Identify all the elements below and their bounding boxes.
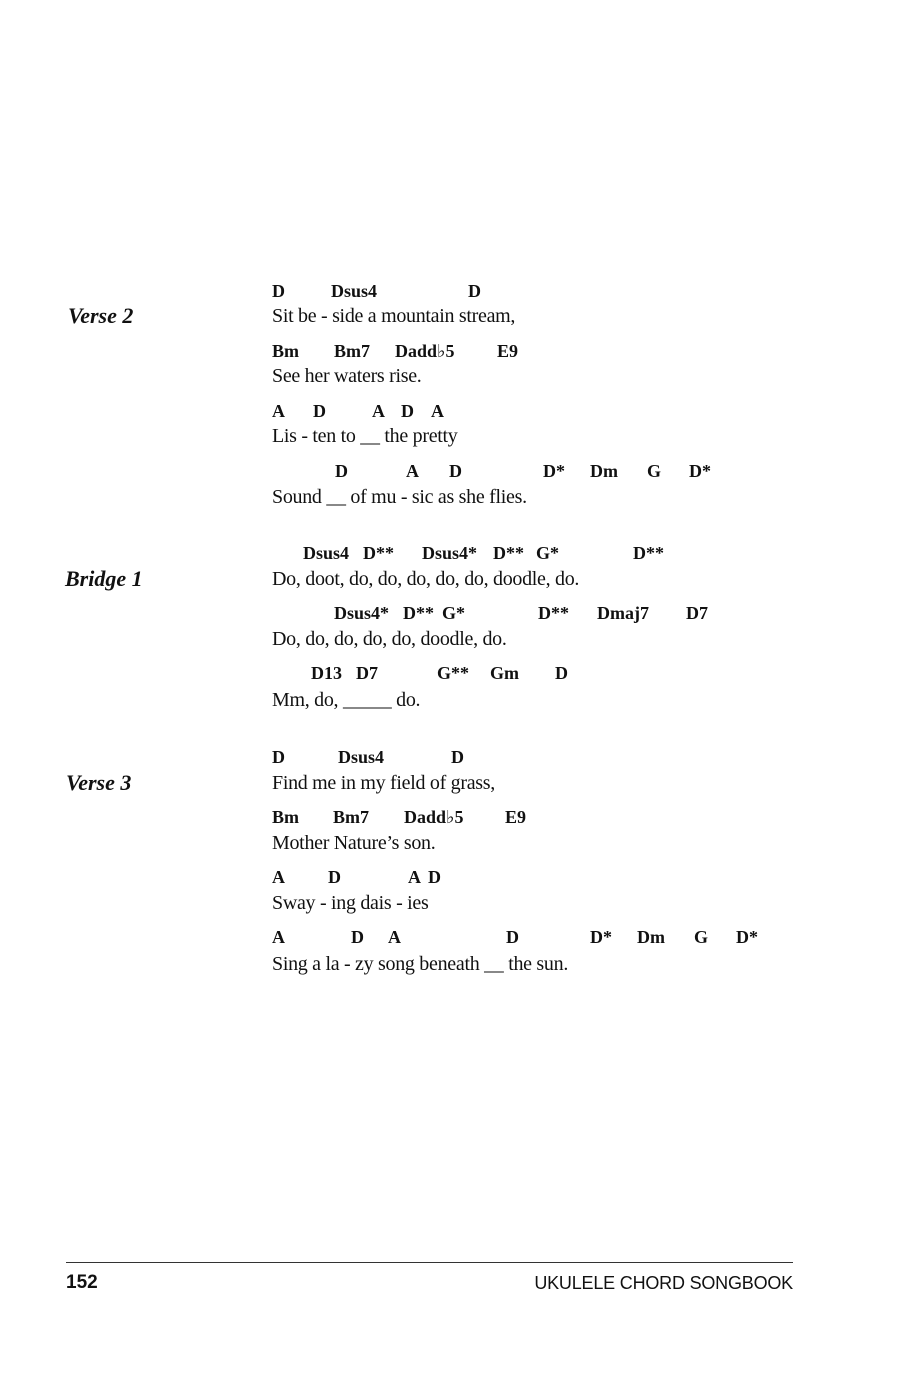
section-label: Verse 3 xyxy=(66,770,132,795)
chord: D** xyxy=(493,543,524,563)
book-title: UKULELE CHORD SONGBOOK xyxy=(534,1273,793,1293)
chord: D xyxy=(506,927,519,947)
chord: D xyxy=(401,401,414,421)
chord: D7 xyxy=(686,603,708,623)
section-label: Bridge 1 xyxy=(65,566,143,591)
chord: D xyxy=(335,461,348,481)
chord: D xyxy=(451,747,464,767)
chord: D13 xyxy=(311,663,342,683)
chord: G xyxy=(647,461,662,481)
chord: E9 xyxy=(505,807,527,827)
chord: Bm xyxy=(272,807,299,827)
chord: D* xyxy=(590,927,612,947)
chord: D* xyxy=(736,927,758,947)
chord: D* xyxy=(689,461,711,481)
chord: D xyxy=(428,867,441,887)
chord: D xyxy=(351,927,364,947)
chord: Dadd♭5 xyxy=(404,807,464,827)
chord: D xyxy=(328,867,341,887)
chord: Dm xyxy=(637,927,665,947)
lyric-line: Mother Nature’s son. xyxy=(272,832,436,854)
chord: Dmaj7 xyxy=(597,603,649,623)
page-number: 152 xyxy=(66,1272,98,1293)
lyric-line: Sit be - side a mountain stream, xyxy=(272,305,516,327)
chord: A xyxy=(372,401,385,421)
chord: D** xyxy=(633,543,664,563)
chord: Dsus4 xyxy=(303,543,350,563)
lyric-line: Sway - ing dais - ies xyxy=(272,892,429,914)
chord: Dsus4 xyxy=(331,281,378,301)
chord: Dadd♭5 xyxy=(395,341,455,361)
chord: A xyxy=(272,867,285,887)
chord: A xyxy=(272,401,285,421)
section-label: Verse 2 xyxy=(68,303,134,328)
chord: G** xyxy=(437,663,470,683)
lyric-line: Lis - ten to __ the pretty xyxy=(272,425,458,447)
chord: A xyxy=(431,401,444,421)
chord: D xyxy=(272,747,285,767)
lyric-line: Do, do, do, do, do, doodle, do. xyxy=(272,628,507,650)
chord: G xyxy=(694,927,709,947)
chord: D xyxy=(468,281,481,301)
chord: D xyxy=(449,461,462,481)
chord: G* xyxy=(536,543,560,563)
chord: Dsus4 xyxy=(338,747,385,767)
chord: D* xyxy=(543,461,565,481)
chord: D xyxy=(272,281,285,301)
footer-rule xyxy=(66,1262,793,1263)
chord: Dsus4* xyxy=(422,543,478,563)
chord: G* xyxy=(442,603,466,623)
chord: A xyxy=(272,927,285,947)
chord: A xyxy=(406,461,419,481)
chord: Bm7 xyxy=(333,807,369,827)
lyric-line: Sing a la - zy song beneath __ the sun. xyxy=(272,953,569,975)
lyric-line: Find me in my field of grass, xyxy=(272,772,495,794)
chord: Bm xyxy=(272,341,299,361)
chord: D xyxy=(555,663,568,683)
chord: D** xyxy=(403,603,434,623)
lyric-line: Do, doot, do, do, do, do, do, doodle, do. xyxy=(272,568,580,590)
chord: D** xyxy=(538,603,569,623)
chord: Bm7 xyxy=(334,341,370,361)
chord: Dm xyxy=(590,461,618,481)
chord: Dsus4* xyxy=(334,603,390,623)
chord: A xyxy=(408,867,421,887)
chord: A xyxy=(388,927,401,947)
chord: D7 xyxy=(356,663,378,683)
chord: Gm xyxy=(490,663,519,683)
chord: E9 xyxy=(497,341,519,361)
lyric-line: Sound __ of mu - sic as she flies. xyxy=(272,486,527,508)
lyric-line: Mm, do, _____ do. xyxy=(272,689,421,711)
lyric-line: See her waters rise. xyxy=(272,365,422,387)
chord: D** xyxy=(363,543,394,563)
chord: D xyxy=(313,401,326,421)
